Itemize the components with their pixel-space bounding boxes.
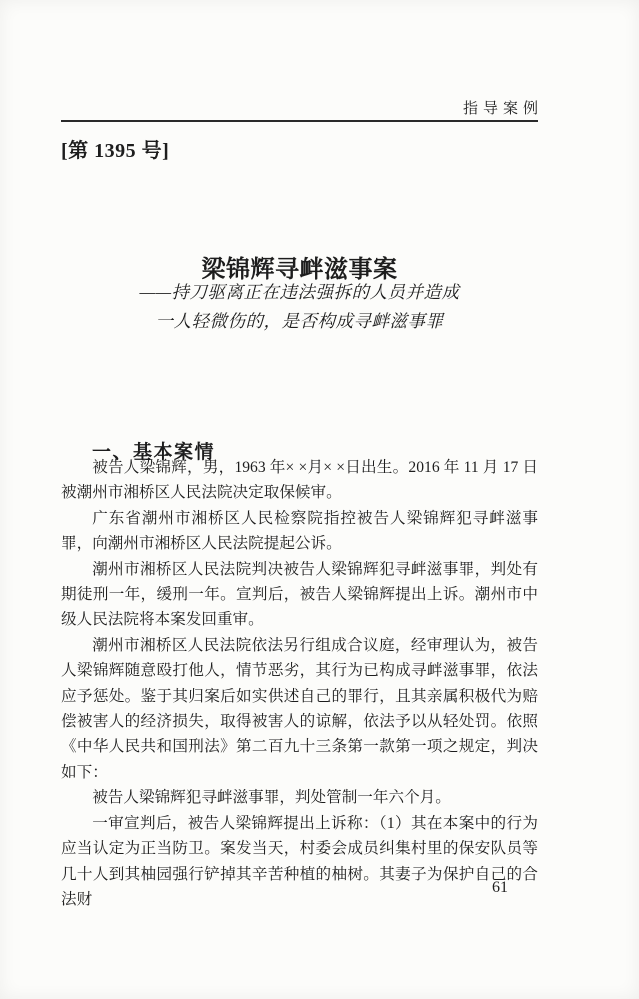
- body-paragraph: 一审宣判后，被告人梁锦辉提出上诉称：（1）其在本案中的行为应当认定为正当防卫。案发当天，村委会成员纠集村里的保安队员等几十人到其柚园强行铲掉其辛苦种植的柚树。其妻子为保护自己的合法财: [61, 814, 538, 908]
- case-subtitle-line-2: 一人轻微伤的，是否构成寻衅滋事罪: [155, 311, 444, 331]
- page-number: 61: [492, 879, 508, 896]
- case-title: 梁锦辉寻衅滋事案: [201, 257, 398, 284]
- section-heading-basic-facts: 一、基本案情: [92, 441, 216, 463]
- running-header: [61, 97, 543, 118]
- case-body: [61, 455, 538, 912]
- header-rule: [61, 120, 538, 122]
- body-paragraph: 广东省潮州市湘桥区人民检察院指控被告人梁锦辉犯寻衅滋事罪，向潮州市湘桥区人民法院提起公诉。: [61, 509, 538, 553]
- case-subtitle: [61, 278, 538, 336]
- body-paragraph: 潮州市湘桥区人民法院依法另行组成合议庭，经审理认为，被告人梁锦辉随意殴打他人，情节恶劣，其行为已构成寻衅滋事罪，依法应予惩处。鉴于其归案后如实供述自己的罪行，且其亲属积极代为赔偿被害人的经济损失，取得被害人的谅解，依法予以从轻处罚。依照《中华人民共和国刑法》第二百九十三条第一款第一项之规定，判决如下：: [61, 636, 538, 781]
- body-paragraph: 潮州市湘桥区人民法院判决被告人梁锦辉犯寻衅滋事罪，判处有期徒刑一年，缓刑一年。宣判后，被告人梁锦辉提出上诉。潮州市中级人民法院将本案发回重审。: [61, 560, 538, 629]
- body-paragraph: 被告人梁锦辉，男，1963 年× ×月× ×日出生。2016 年 11 月 17 日被潮州市湘桥区人民法院决定取保候审。: [61, 459, 538, 502]
- running-header-label: 指导案例: [462, 101, 543, 117]
- body-paragraph: 被告人梁锦辉犯寻衅滋事罪，判处管制一年六个月。: [92, 789, 451, 807]
- case-number-label: [第 1395 号]: [61, 140, 170, 162]
- case-subtitle-line-1: ——持刀驱离正在违法强拆的人员并造成: [139, 282, 460, 302]
